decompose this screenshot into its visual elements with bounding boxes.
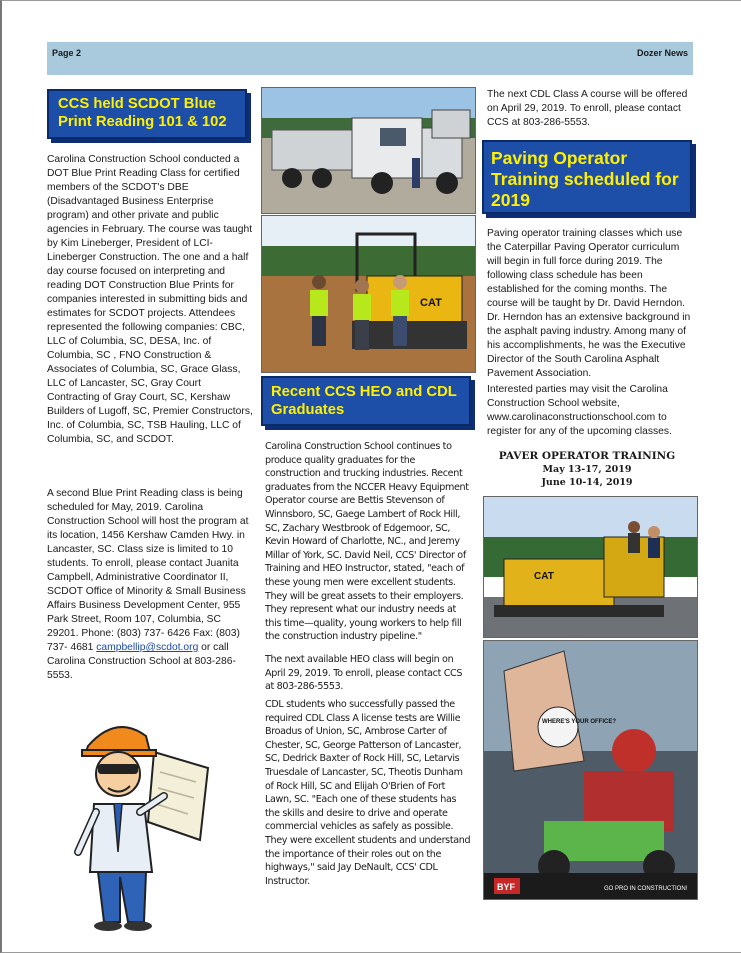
paving-title-text: Paving Operator Training scheduled for 2019 [491,148,679,210]
construction-mascot-illustration [68,712,218,934]
blueprint-article-title [47,89,247,139]
byf-logo: BYF [497,882,515,892]
dozer-label: CAT [420,297,442,309]
dozer-graduates-photo [261,215,476,373]
newsletter-name: Dozer News [636,48,688,58]
paving-article-title [482,140,692,214]
paver-label: CAT [534,571,554,582]
blueprint-title-text: CCS held SCDOT Blue Print Reading 101 & 102 [58,96,227,130]
blueprint-paragraph-2 [47,487,255,683]
schedule-title: PAVER OPERATOR TRAINING [498,450,676,462]
paving-paragraph-2: Interested parties may visit the Carolina Construction School website, www.carolinaconstructionschool.com to register for any of the upcoming classes. [487,384,672,437]
graduates-article-title [261,376,471,426]
email-link[interactable]: campbellip@scdot.org [96,642,199,653]
blueprint-paragraph-2-tail: or call Carolina Construction School at 803-286-5553. [47,642,236,681]
page-header-bar [47,42,693,75]
blueprint-paragraph-1: Carolina Construction School conducted a DOT Blue Print Reading Class for certified members of the SCDOT's DBE (Disadvantaged Business Enterprise program) and other private and public agencies in February. The course was taught by Kim Lineberger, President of LCI-Lineberger Construction. The one and a half day course focused on interpreting and reading DOT Construction Blue Prints for companies interested in submitting bids and estimates for SCDOT projects. Attendees represented the following companies: CBC, LLC of Columbia, SC, DESA, Inc. of Columbia, SC , FNO Construction & Associates of Columbia, SC, Grace Glass, LLC of Lancaster, SC, Gray Court Contracting of Gray Court, SC, Kershaw Builders of Lugoff, SC, Premier Constructors, Inc. of Columbia, SC, TSB Hauling, LLC of Columbia, SC, and SCDOT. [47,154,253,445]
graduates-title-text: Recent CCS HEO and CDL Graduates [271,384,457,418]
schedule-date-2: June 10-14, 2019 [541,477,633,488]
paver-machine-photo [483,496,698,638]
paving-paragraph-1: Paving operator training classes which use the Caterpillar Paving Operator curriculum will begin in full force during 2019. The following class schedule has been established for the coming months. The course will be taught by Dr. David Herndon. Dr. Herndon has an extensive background in the asphalt paving industry. Among many of his accomplishments, he was the Executive Director of the South Carolina Asphalt Pavement Association. [487,228,691,379]
go-pro-poster [483,640,698,900]
cdl-course-note: The next CDL Class A course will be offered on April 29, 2019. To enroll, please contact CCS at 803-286-5553. [487,89,688,128]
page-number: Page 2 [52,48,82,58]
graduates-paragraph-2: The next available HEO class will begin on April 29, 2019. To enroll, please contact CCS at 803-286-5553. [265,654,463,693]
poster-tagline: GO PRO IN CONSTRUCTION! [604,886,688,892]
truck-photo [261,87,476,214]
graduates-paragraph-3: CDL students who successfully passed the required CDL Class A license tests are Willie Broadus of Union, SC, Ambrose Carter of Chester, SC, George Patterson of Lancaster, SC, Dedrick Baxter of Rock Hill, SC, Letarvis Truesdale of Lancaster, SC, Theotis Dunham of Rock Hill, SC and Elijah O'Brien of Fort Lawn, SC. "Each one of these students has the skills and desire to drive and operate commercial vehicles as safely as possible. They were excellent students and understand the importance of their roles out on the highways," said Jay DeNault, CCS' CDL Instructor. [265,699,471,887]
graduates-paragraph-1: Carolina Construction School continues to produce quality graduates for the construction and trucking industries. Recent graduates from the NCCER Heavy Equipment Operator course are Bettis Stevenson of Winnsboro, SC, Gaege Lambert of Rock Hill, SC, Zachary Westbrook of Edgemoor, SC, Kevin Howard of Charlotte, NC., and Jeremy Millar of York, SC. David Neil, CCS' Director of Training and HEO Instructor, stated, "each of these young men were excellent students. They will be great assets to their employers. They represent what our industry needs at this time—quality, young workers to help fill the construction industry pipeline." [265,441,469,643]
blueprint-paragraph-2-text: A second Blue Print Reading class is being scheduled for May, 2019. Carolina Construction School will host the program at its location, 1456 Kershaw Camden Hwy. in Lancaster, SC. Class size is limited to 10 students. To enroll, please contact Juanita Campbell, Administrative Coordinator II, SCDOT Office of Minority & Small Business Affairs Business Development Center, 955 Park Street, Room 107, Columbia, SC 29201. Phone: (803) 737- 6426 Fax: (803) 737- 4681 [47,488,249,653]
poster-sign-text: WHERE'S YOUR OFFICE? [542,719,616,725]
schedule-date-1: May 13-17, 2019 [542,464,632,475]
paver-schedule [487,450,687,489]
